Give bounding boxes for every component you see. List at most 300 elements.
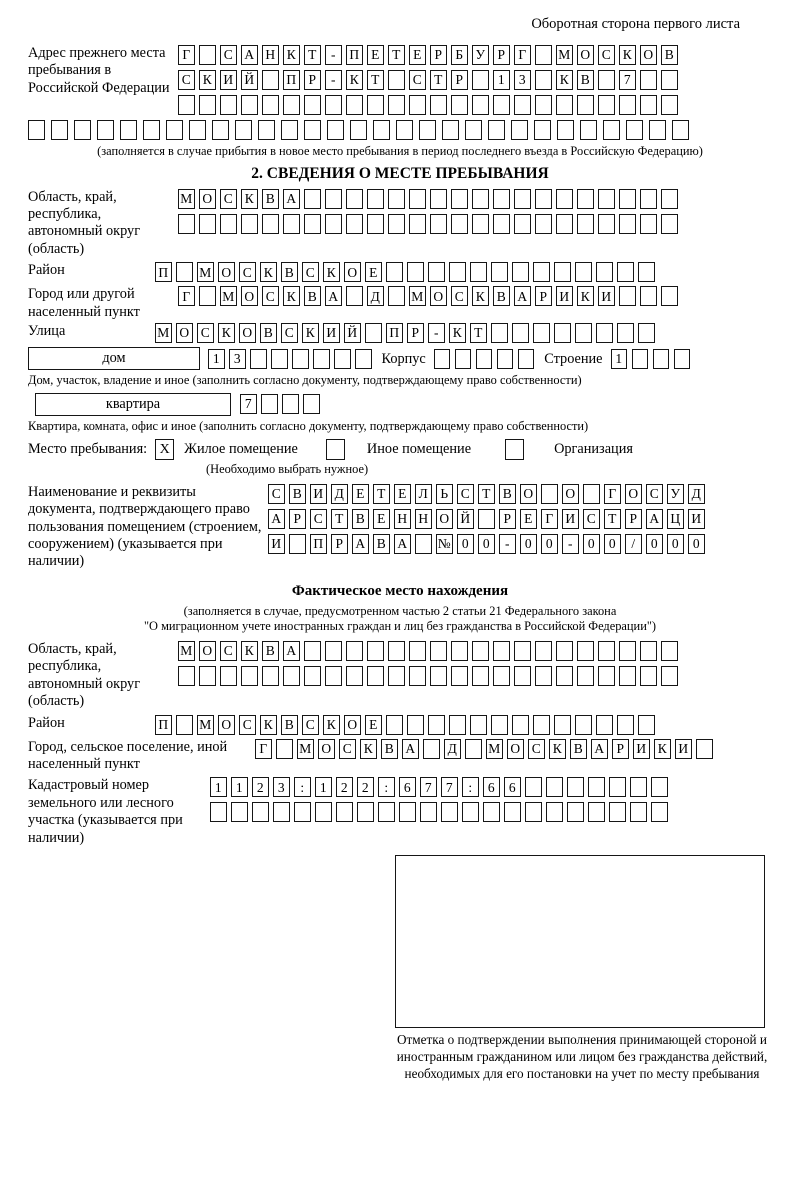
- char-box[interactable]: И: [556, 286, 573, 306]
- char-box[interactable]: [630, 802, 647, 822]
- char-box[interactable]: В: [381, 739, 398, 759]
- char-box[interactable]: [514, 95, 531, 115]
- char-box[interactable]: О: [507, 739, 524, 759]
- char-box[interactable]: 3: [514, 70, 531, 90]
- char-box[interactable]: [409, 666, 426, 686]
- char-box[interactable]: [661, 666, 678, 686]
- char-box[interactable]: И: [562, 509, 579, 529]
- char-box[interactable]: С: [268, 484, 285, 504]
- char-box[interactable]: [386, 715, 403, 735]
- char-box[interactable]: [533, 323, 550, 343]
- char-box[interactable]: [304, 95, 321, 115]
- char-box[interactable]: [409, 189, 426, 209]
- char-box[interactable]: С: [281, 323, 298, 343]
- char-box[interactable]: 2: [336, 777, 353, 797]
- char-box[interactable]: [640, 189, 657, 209]
- char-box[interactable]: [346, 189, 363, 209]
- char-box[interactable]: С: [220, 45, 237, 65]
- char-box[interactable]: [212, 120, 229, 140]
- char-box[interactable]: Т: [604, 509, 621, 529]
- char-box[interactable]: О: [436, 509, 453, 529]
- char-box[interactable]: [303, 394, 320, 414]
- char-box[interactable]: [575, 262, 592, 282]
- char-box[interactable]: К: [449, 323, 466, 343]
- char-box[interactable]: 2: [252, 777, 269, 797]
- char-box[interactable]: [493, 189, 510, 209]
- char-box[interactable]: О: [344, 715, 361, 735]
- char-box[interactable]: [420, 802, 437, 822]
- char-box[interactable]: [388, 286, 405, 306]
- char-box[interactable]: [357, 802, 374, 822]
- char-box[interactable]: Р: [304, 70, 321, 90]
- char-box[interactable]: А: [646, 509, 663, 529]
- char-box[interactable]: В: [260, 323, 277, 343]
- char-box[interactable]: [661, 214, 678, 234]
- char-box[interactable]: [346, 214, 363, 234]
- char-box[interactable]: У: [667, 484, 684, 504]
- char-box[interactable]: [325, 641, 342, 661]
- char-box[interactable]: Е: [409, 45, 426, 65]
- char-box[interactable]: О: [176, 323, 193, 343]
- char-box[interactable]: В: [262, 641, 279, 661]
- char-box[interactable]: С: [583, 509, 600, 529]
- char-box[interactable]: Т: [373, 484, 390, 504]
- char-box[interactable]: [430, 214, 447, 234]
- char-box[interactable]: [472, 666, 489, 686]
- char-box[interactable]: М: [197, 715, 214, 735]
- char-box[interactable]: [388, 214, 405, 234]
- char-box[interactable]: [556, 641, 573, 661]
- char-box[interactable]: М: [178, 641, 195, 661]
- char-box[interactable]: И: [268, 534, 285, 554]
- char-box[interactable]: [617, 262, 634, 282]
- char-box[interactable]: 0: [478, 534, 495, 554]
- char-box[interactable]: [649, 120, 666, 140]
- char-box[interactable]: К: [260, 262, 277, 282]
- char-box[interactable]: [396, 120, 413, 140]
- char-box[interactable]: Л: [415, 484, 432, 504]
- char-box[interactable]: Р: [451, 70, 468, 90]
- char-box[interactable]: [442, 120, 459, 140]
- char-box[interactable]: [640, 666, 657, 686]
- char-box[interactable]: [315, 802, 332, 822]
- stay-type-checkbox-residential[interactable]: X: [155, 439, 174, 460]
- char-box[interactable]: [609, 802, 626, 822]
- char-box[interactable]: 6: [399, 777, 416, 797]
- char-box[interactable]: [199, 666, 216, 686]
- char-box[interactable]: [166, 120, 183, 140]
- char-box[interactable]: [514, 214, 531, 234]
- char-box[interactable]: [176, 715, 193, 735]
- char-box[interactable]: С: [310, 509, 327, 529]
- char-box[interactable]: [577, 189, 594, 209]
- char-box[interactable]: [241, 95, 258, 115]
- char-box[interactable]: [583, 484, 600, 504]
- char-box[interactable]: [367, 95, 384, 115]
- char-box[interactable]: Е: [373, 509, 390, 529]
- char-box[interactable]: С: [302, 715, 319, 735]
- stay-type-checkbox-other[interactable]: [326, 439, 345, 460]
- char-box[interactable]: С: [239, 715, 256, 735]
- char-box[interactable]: О: [640, 45, 657, 65]
- char-box[interactable]: О: [199, 641, 216, 661]
- char-box[interactable]: 1: [231, 777, 248, 797]
- char-box[interactable]: [617, 715, 634, 735]
- char-box[interactable]: [488, 120, 505, 140]
- char-box[interactable]: [497, 349, 514, 369]
- char-box[interactable]: В: [352, 509, 369, 529]
- char-box[interactable]: [554, 715, 571, 735]
- char-box[interactable]: [546, 802, 563, 822]
- char-box[interactable]: [651, 777, 668, 797]
- char-box[interactable]: [419, 120, 436, 140]
- char-box[interactable]: Й: [344, 323, 361, 343]
- char-box[interactable]: С: [646, 484, 663, 504]
- char-box[interactable]: [609, 777, 626, 797]
- char-box[interactable]: [525, 777, 542, 797]
- char-box[interactable]: К: [577, 286, 594, 306]
- char-box[interactable]: [346, 286, 363, 306]
- char-box[interactable]: [596, 262, 613, 282]
- char-box[interactable]: [653, 349, 670, 369]
- char-box[interactable]: [283, 666, 300, 686]
- char-box[interactable]: [441, 802, 458, 822]
- char-box[interactable]: А: [514, 286, 531, 306]
- char-box[interactable]: [235, 120, 252, 140]
- char-box[interactable]: -: [325, 70, 342, 90]
- char-box[interactable]: О: [430, 286, 447, 306]
- char-box[interactable]: [28, 120, 45, 140]
- char-box[interactable]: В: [281, 262, 298, 282]
- char-box[interactable]: К: [472, 286, 489, 306]
- char-box[interactable]: [661, 641, 678, 661]
- char-box[interactable]: [491, 262, 508, 282]
- char-box[interactable]: [535, 70, 552, 90]
- char-box[interactable]: М: [197, 262, 214, 282]
- char-box[interactable]: П: [283, 70, 300, 90]
- char-box[interactable]: В: [570, 739, 587, 759]
- char-box[interactable]: К: [346, 70, 363, 90]
- char-box[interactable]: [365, 323, 382, 343]
- char-box[interactable]: [428, 715, 445, 735]
- char-box[interactable]: О: [199, 189, 216, 209]
- char-box[interactable]: К: [556, 70, 573, 90]
- char-box[interactable]: [199, 286, 216, 306]
- char-box[interactable]: [640, 95, 657, 115]
- char-box[interactable]: [451, 641, 468, 661]
- char-box[interactable]: [462, 802, 479, 822]
- char-box[interactable]: [120, 120, 137, 140]
- char-box[interactable]: П: [155, 715, 172, 735]
- char-box[interactable]: -: [428, 323, 445, 343]
- char-box[interactable]: Р: [331, 534, 348, 554]
- char-box[interactable]: Н: [262, 45, 279, 65]
- char-box[interactable]: С: [239, 262, 256, 282]
- char-box[interactable]: Т: [388, 45, 405, 65]
- char-box[interactable]: [546, 777, 563, 797]
- char-box[interactable]: -: [325, 45, 342, 65]
- char-box[interactable]: [313, 349, 330, 369]
- char-box[interactable]: [262, 70, 279, 90]
- char-box[interactable]: [619, 214, 636, 234]
- char-box[interactable]: 6: [483, 777, 500, 797]
- char-box[interactable]: [336, 802, 353, 822]
- char-box[interactable]: [651, 802, 668, 822]
- char-box[interactable]: А: [394, 534, 411, 554]
- char-box[interactable]: [143, 120, 160, 140]
- char-box[interactable]: [386, 262, 403, 282]
- char-box[interactable]: [409, 95, 426, 115]
- char-box[interactable]: [533, 715, 550, 735]
- char-box[interactable]: [378, 802, 395, 822]
- char-box[interactable]: [638, 715, 655, 735]
- char-box[interactable]: П: [155, 262, 172, 282]
- char-box[interactable]: [304, 189, 321, 209]
- house-field-box[interactable]: дом: [28, 347, 200, 370]
- char-box[interactable]: К: [323, 262, 340, 282]
- char-box[interactable]: [373, 120, 390, 140]
- char-box[interactable]: [577, 214, 594, 234]
- char-box[interactable]: [350, 120, 367, 140]
- char-box[interactable]: [535, 214, 552, 234]
- char-box[interactable]: Д: [331, 484, 348, 504]
- char-box[interactable]: Т: [470, 323, 487, 343]
- char-box[interactable]: Р: [499, 509, 516, 529]
- char-box[interactable]: Г: [514, 45, 531, 65]
- char-box[interactable]: [491, 715, 508, 735]
- char-box[interactable]: [472, 189, 489, 209]
- char-box[interactable]: [512, 715, 529, 735]
- char-box[interactable]: [304, 214, 321, 234]
- char-box[interactable]: М: [155, 323, 172, 343]
- char-box[interactable]: Е: [365, 715, 382, 735]
- char-box[interactable]: [696, 739, 713, 759]
- char-box[interactable]: [334, 349, 351, 369]
- char-box[interactable]: 0: [520, 534, 537, 554]
- char-box[interactable]: [449, 715, 466, 735]
- char-box[interactable]: О: [520, 484, 537, 504]
- char-box[interactable]: 1: [208, 349, 225, 369]
- char-box[interactable]: [556, 189, 573, 209]
- char-box[interactable]: О: [218, 262, 235, 282]
- char-box[interactable]: [178, 666, 195, 686]
- char-box[interactable]: В: [304, 286, 321, 306]
- char-box[interactable]: [252, 802, 269, 822]
- char-box[interactable]: [281, 120, 298, 140]
- char-box[interactable]: [325, 95, 342, 115]
- char-box[interactable]: [470, 262, 487, 282]
- char-box[interactable]: [598, 189, 615, 209]
- char-box[interactable]: [535, 45, 552, 65]
- char-box[interactable]: Т: [478, 484, 495, 504]
- char-box[interactable]: Г: [604, 484, 621, 504]
- char-box[interactable]: №: [436, 534, 453, 554]
- char-box[interactable]: 2: [357, 777, 374, 797]
- char-box[interactable]: Е: [520, 509, 537, 529]
- char-box[interactable]: Р: [493, 45, 510, 65]
- char-box[interactable]: [451, 214, 468, 234]
- char-box[interactable]: [327, 120, 344, 140]
- char-box[interactable]: 0: [667, 534, 684, 554]
- char-box[interactable]: [325, 214, 342, 234]
- char-box[interactable]: [241, 214, 258, 234]
- char-box[interactable]: [554, 323, 571, 343]
- char-box[interactable]: [262, 95, 279, 115]
- apartment-field-box[interactable]: квартира: [35, 393, 231, 416]
- char-box[interactable]: И: [323, 323, 340, 343]
- char-box[interactable]: [514, 666, 531, 686]
- char-box[interactable]: 7: [441, 777, 458, 797]
- char-box[interactable]: [262, 666, 279, 686]
- char-box[interactable]: 7: [619, 70, 636, 90]
- char-box[interactable]: [619, 286, 636, 306]
- char-box[interactable]: [178, 95, 195, 115]
- char-box[interactable]: В: [661, 45, 678, 65]
- char-box[interactable]: [262, 214, 279, 234]
- char-box[interactable]: [672, 120, 689, 140]
- char-box[interactable]: 3: [229, 349, 246, 369]
- char-box[interactable]: М: [409, 286, 426, 306]
- char-box[interactable]: 1: [493, 70, 510, 90]
- char-box[interactable]: [407, 262, 424, 282]
- char-box[interactable]: Р: [625, 509, 642, 529]
- char-box[interactable]: [276, 739, 293, 759]
- char-box[interactable]: К: [283, 45, 300, 65]
- char-box[interactable]: У: [472, 45, 489, 65]
- char-box[interactable]: О: [218, 715, 235, 735]
- char-box[interactable]: [493, 641, 510, 661]
- char-box[interactable]: -: [562, 534, 579, 554]
- char-box[interactable]: [409, 641, 426, 661]
- char-box[interactable]: А: [283, 641, 300, 661]
- char-box[interactable]: [632, 349, 649, 369]
- char-box[interactable]: [355, 349, 372, 369]
- char-box[interactable]: [231, 802, 248, 822]
- char-box[interactable]: П: [346, 45, 363, 65]
- char-box[interactable]: К: [549, 739, 566, 759]
- char-box[interactable]: А: [402, 739, 419, 759]
- char-box[interactable]: [533, 262, 550, 282]
- char-box[interactable]: 0: [688, 534, 705, 554]
- char-box[interactable]: А: [268, 509, 285, 529]
- char-box[interactable]: [241, 666, 258, 686]
- char-box[interactable]: Р: [430, 45, 447, 65]
- char-box[interactable]: С: [220, 641, 237, 661]
- char-box[interactable]: [512, 323, 529, 343]
- char-box[interactable]: [661, 95, 678, 115]
- char-box[interactable]: [554, 262, 571, 282]
- char-box[interactable]: [271, 349, 288, 369]
- char-box[interactable]: [346, 95, 363, 115]
- char-box[interactable]: И: [598, 286, 615, 306]
- char-box[interactable]: [388, 641, 405, 661]
- char-box[interactable]: [176, 262, 193, 282]
- char-box[interactable]: [661, 189, 678, 209]
- char-box[interactable]: С: [197, 323, 214, 343]
- char-box[interactable]: [619, 666, 636, 686]
- char-box[interactable]: [514, 641, 531, 661]
- char-box[interactable]: А: [352, 534, 369, 554]
- char-box[interactable]: Й: [241, 70, 258, 90]
- char-box[interactable]: [472, 214, 489, 234]
- char-box[interactable]: [478, 509, 495, 529]
- char-box[interactable]: 1: [210, 777, 227, 797]
- char-box[interactable]: К: [323, 715, 340, 735]
- char-box[interactable]: [367, 214, 384, 234]
- char-box[interactable]: С: [528, 739, 545, 759]
- char-box[interactable]: Г: [178, 45, 195, 65]
- char-box[interactable]: [423, 739, 440, 759]
- char-box[interactable]: 1: [611, 349, 628, 369]
- char-box[interactable]: Г: [541, 509, 558, 529]
- char-box[interactable]: К: [241, 641, 258, 661]
- char-box[interactable]: [388, 666, 405, 686]
- char-box[interactable]: [199, 214, 216, 234]
- char-box[interactable]: [261, 394, 278, 414]
- char-box[interactable]: 6: [504, 777, 521, 797]
- char-box[interactable]: [428, 262, 445, 282]
- char-box[interactable]: [567, 802, 584, 822]
- char-box[interactable]: [556, 666, 573, 686]
- char-box[interactable]: [258, 120, 275, 140]
- char-box[interactable]: [598, 70, 615, 90]
- char-box[interactable]: Б: [451, 45, 468, 65]
- char-box[interactable]: 7: [420, 777, 437, 797]
- char-box[interactable]: [534, 120, 551, 140]
- char-box[interactable]: [630, 777, 647, 797]
- char-box[interactable]: 7: [240, 394, 257, 414]
- char-box[interactable]: Г: [255, 739, 272, 759]
- char-box[interactable]: [483, 802, 500, 822]
- char-box[interactable]: [346, 666, 363, 686]
- char-box[interactable]: [415, 534, 432, 554]
- char-box[interactable]: [97, 120, 114, 140]
- char-box[interactable]: [598, 641, 615, 661]
- char-box[interactable]: [596, 323, 613, 343]
- char-box[interactable]: [472, 641, 489, 661]
- char-box[interactable]: [596, 715, 613, 735]
- char-box[interactable]: С: [457, 484, 474, 504]
- char-box[interactable]: К: [260, 715, 277, 735]
- char-box[interactable]: С: [220, 189, 237, 209]
- char-box[interactable]: К: [302, 323, 319, 343]
- char-box[interactable]: [619, 95, 636, 115]
- char-box[interactable]: Т: [331, 509, 348, 529]
- char-box[interactable]: [557, 120, 574, 140]
- char-box[interactable]: [577, 641, 594, 661]
- char-box[interactable]: С: [302, 262, 319, 282]
- char-box[interactable]: С: [598, 45, 615, 65]
- char-box[interactable]: [626, 120, 643, 140]
- char-box[interactable]: К: [241, 189, 258, 209]
- char-box[interactable]: М: [486, 739, 503, 759]
- char-box[interactable]: К: [360, 739, 377, 759]
- char-box[interactable]: И: [220, 70, 237, 90]
- char-box[interactable]: [289, 534, 306, 554]
- char-box[interactable]: [472, 70, 489, 90]
- char-box[interactable]: [292, 349, 309, 369]
- char-box[interactable]: Т: [367, 70, 384, 90]
- char-box[interactable]: О: [562, 484, 579, 504]
- char-box[interactable]: [210, 802, 227, 822]
- char-box[interactable]: Е: [367, 45, 384, 65]
- char-box[interactable]: [367, 666, 384, 686]
- char-box[interactable]: /: [625, 534, 642, 554]
- char-box[interactable]: Г: [178, 286, 195, 306]
- char-box[interactable]: [603, 120, 620, 140]
- char-box[interactable]: К: [283, 286, 300, 306]
- char-box[interactable]: С: [178, 70, 195, 90]
